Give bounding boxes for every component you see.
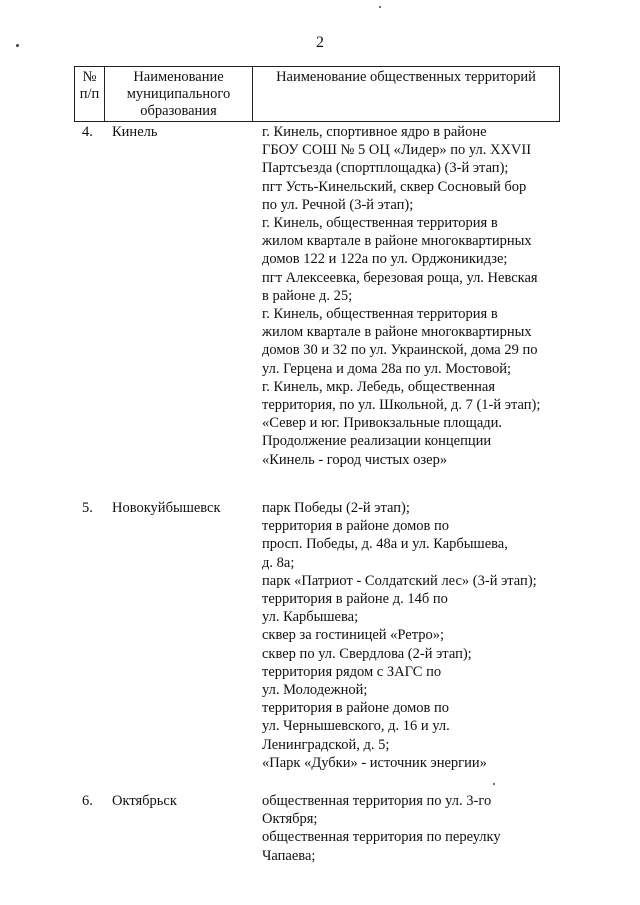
territory-line: общественная территория по переулку xyxy=(262,829,501,846)
territory-line: в районе д. 25; xyxy=(262,287,353,304)
territory-line: Продолжение реализации концепции xyxy=(262,433,492,450)
header-municipality-label-2: муниципального xyxy=(126,86,231,102)
header-municipality-label: Наименование xyxy=(133,69,224,85)
territory-line: территория, по ул. Школьной, д. 7 (1-й этап); xyxy=(262,397,541,414)
territory-line: парк «Патриот - Солдатский лес» (3-й этап); xyxy=(262,572,537,589)
territory-line: Партсъезда (спортплощадка) (3-й этап); xyxy=(262,160,509,177)
territory-line: Октября; xyxy=(262,811,318,828)
scan-speck xyxy=(16,44,19,47)
territory-line: жилом квартале в районе многоквартирных xyxy=(262,324,532,341)
territory-line: г. Кинель, общественная территория в xyxy=(262,215,498,232)
territory-line: пгт Алексеевка, березовая роща, ул. Невская xyxy=(262,269,538,286)
header-municipality-label-3: образования xyxy=(140,103,217,119)
territory-line: г. Кинель, спортивное ядро в районе xyxy=(262,124,487,140)
territory-line: «Кинель - город чистых озер» xyxy=(262,451,448,468)
territory-line: «Север и юг. Привокзальные площади. xyxy=(262,415,503,432)
page-number: 2 xyxy=(316,34,324,51)
territory-line: Ленинградской, д. 5; xyxy=(262,736,390,753)
territory-line: пгт Усть-Кинельский, сквер Сосновый бор xyxy=(262,178,527,195)
table-header xyxy=(74,66,560,122)
territory-line: г. Кинель, общественная территория в xyxy=(262,306,498,323)
territory-list xyxy=(262,123,574,469)
territory-line: г. Кинель, мкр. Лебедь, общественная xyxy=(262,378,496,395)
territory-line: территория рядом с ЗАГС по xyxy=(262,663,442,680)
municipality-name: Новокуйбышевск xyxy=(112,500,221,516)
scan-speck xyxy=(493,783,495,785)
territory-line: Чапаева; xyxy=(262,847,316,864)
row-number: 6. xyxy=(82,793,93,809)
territory-line: д. 8а; xyxy=(262,554,295,571)
territory-line: территория в районе д. 14б по xyxy=(262,591,448,608)
territory-line: жилом квартале в районе многоквартирных xyxy=(262,233,532,250)
header-territories-column xyxy=(253,67,559,121)
territory-line: сквер за гостиницей «Ретро»; xyxy=(262,627,445,644)
territory-line: домов 30 и 32 по ул. Украинской, дома 29 по xyxy=(262,342,538,359)
scan-speck xyxy=(379,6,381,8)
header-municipality-column xyxy=(105,67,253,121)
territory-list xyxy=(262,792,574,865)
row-number: 4. xyxy=(82,124,93,140)
header-number-column xyxy=(75,67,105,121)
header-number-label-2: п/п xyxy=(79,86,100,102)
territory-line: по ул. Речной (3-й этап); xyxy=(262,196,414,213)
territory-line: ул. Герцена и дома 28а по ул. Мостовой; xyxy=(262,360,512,377)
territory-line: территория в районе домов по xyxy=(262,518,449,535)
territory-line: ул. Молодежной; xyxy=(262,682,368,699)
territory-line: ул. Карбышева; xyxy=(262,609,359,626)
territory-line: «Парк «Дубки» - источник энергии» xyxy=(262,754,487,771)
territory-line: территория в районе домов по xyxy=(262,700,449,717)
territory-line: ГБОУ СОШ № 5 ОЦ «Лидер» по ул. XXVII xyxy=(262,142,532,159)
municipality-name: Кинель xyxy=(112,124,158,140)
row-number: 5. xyxy=(82,500,93,516)
territory-line: общественная территория по ул. 3-го xyxy=(262,793,492,809)
territory-line: сквер по ул. Свердлова (2-й этап); xyxy=(262,645,472,662)
territory-line: парк Победы (2-й этап); xyxy=(262,500,410,516)
territory-list xyxy=(262,499,574,772)
municipality-name: Октябрьск xyxy=(112,793,177,809)
territory-line: домов 122 и 122а по ул. Орджоникидзе; xyxy=(262,251,508,268)
territory-line: ул. Чернышевского, д. 16 и ул. xyxy=(262,718,450,735)
header-number-label: № xyxy=(82,69,97,85)
header-territories-label: Наименование общественных территорий xyxy=(276,69,536,85)
territory-line: просп. Победы, д. 48а и ул. Карбышева, xyxy=(262,536,508,553)
